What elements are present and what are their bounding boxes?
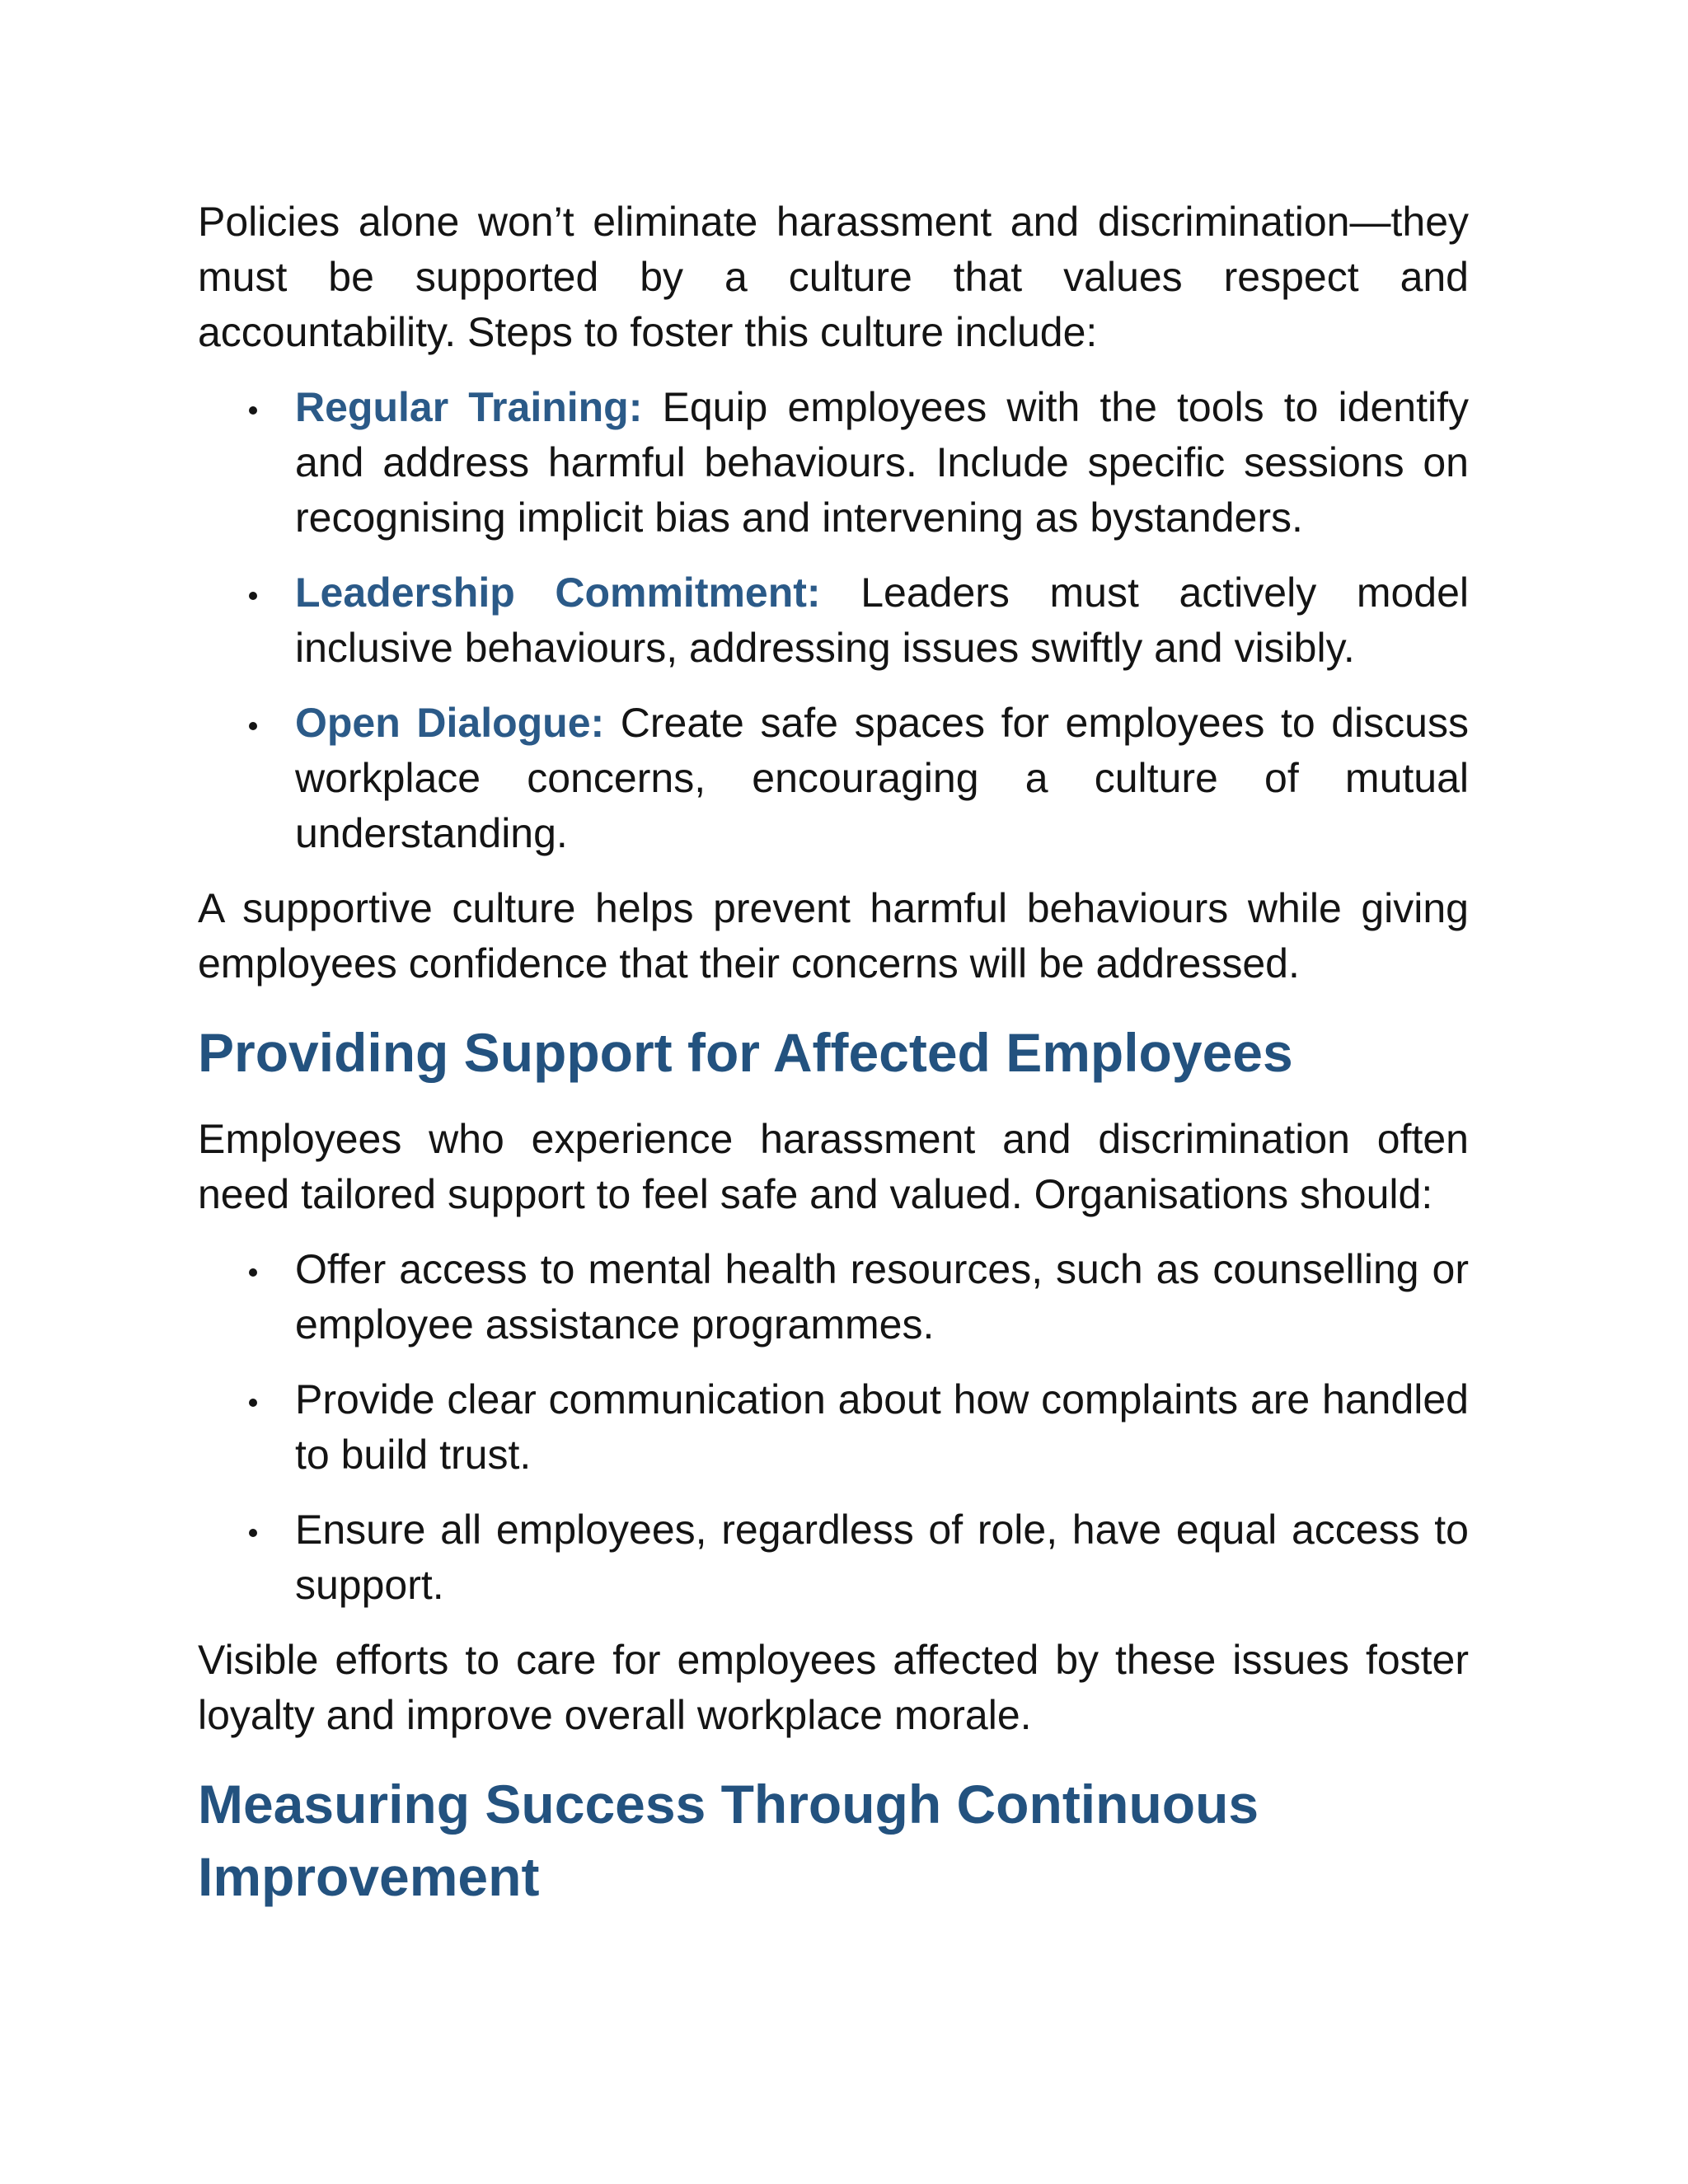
culture-summary-paragraph: A supportive culture helps prevent harmful behaviours while giving employees confidence that their concerns will be addressed. — [198, 885, 1469, 987]
bullet-icon — [249, 722, 257, 730]
support-intro-paragraph: Employees who experience harassment and discrimination often need tailored support to feel safe and valued. Organisations should: — [198, 1116, 1469, 1217]
support-summary-paragraph: Visible efforts to care for employees affected by these issues foster loyalty and improve overall workplace morale. — [198, 1637, 1469, 1738]
list-item — [198, 1372, 1469, 1483]
list-item — [198, 1502, 1469, 1613]
culture-steps-list — [198, 380, 1469, 861]
document-page — [198, 194, 1469, 1936]
list-item — [198, 696, 1469, 861]
list-item — [198, 565, 1469, 676]
support-section-heading: Providing Support for Affected Employees — [198, 1022, 1293, 1083]
bullet-icon — [249, 592, 257, 600]
list-item-term: Leadership Commitment: — [295, 569, 821, 616]
bullet-icon — [249, 1268, 257, 1277]
list-item-text: Equip employees with the tools to identify and address harmful behaviours. Include specific sessions on recognising implicit bias and intervening as bystanders. — [295, 384, 1469, 541]
measuring-section-heading: Measuring Success Through Continuous Improvement — [198, 1774, 1259, 1907]
list-item-text: Ensure all employees, regardless of role, have equal access to support. — [295, 1507, 1469, 1608]
bullet-icon — [249, 1529, 257, 1537]
list-item — [198, 1242, 1469, 1352]
list-item-text: Offer access to mental health resources, such as counselling or employee assistance programmes. — [295, 1246, 1469, 1347]
list-item-term: Open Dialogue: — [295, 700, 605, 746]
list-item-text: Leaders must actively model inclusive behaviours, addressing issues swiftly and visibly. — [295, 569, 1470, 671]
bullet-icon — [249, 1399, 257, 1407]
intro-paragraph: Policies alone won’t eliminate harassment and discrimination—they must be supported by a culture that values respect and accountability. Steps to foster this culture include: — [198, 199, 1469, 355]
bullet-icon — [249, 406, 257, 415]
list-item-term: Regular Training: — [295, 384, 643, 430]
list-item-text: Create safe spaces for employees to discuss workplace concerns, encouraging a culture of mutual understanding. — [295, 700, 1469, 856]
support-actions-list — [198, 1242, 1469, 1613]
list-item-text: Provide clear communication about how complaints are handled to build trust. — [295, 1376, 1469, 1478]
list-item — [198, 380, 1469, 546]
